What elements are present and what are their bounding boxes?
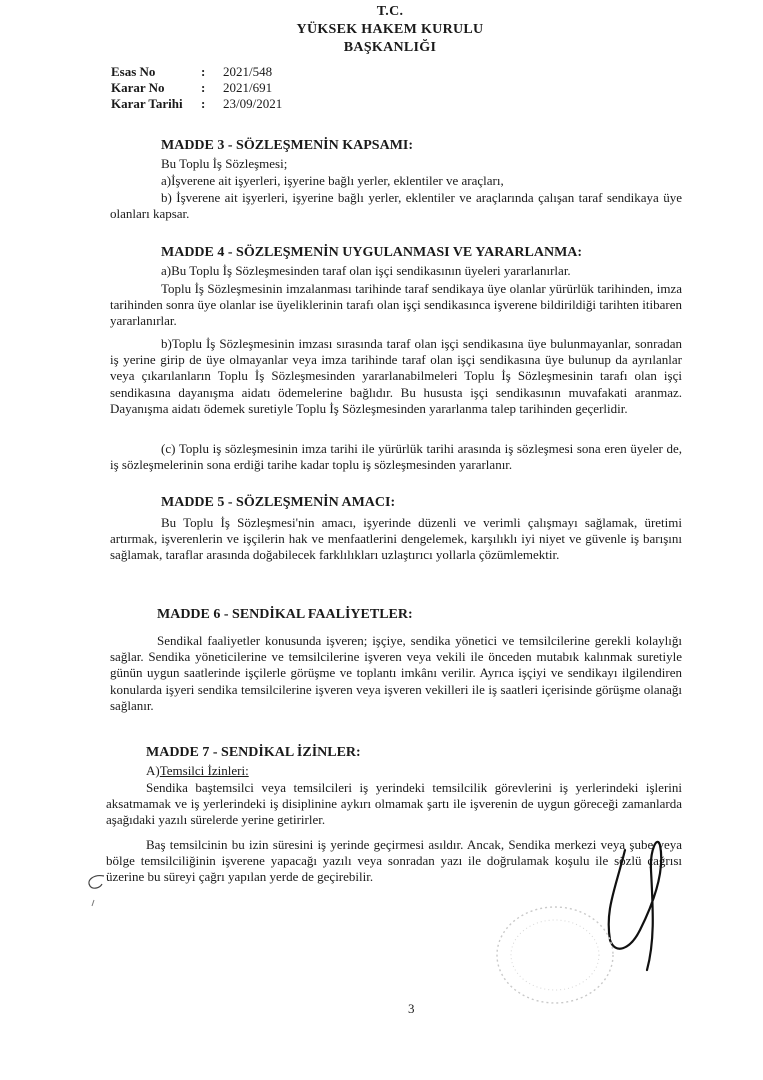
madde-6-p: Sendikal faaliyetler konusunda işveren; işçiye, sendika yönetici ve temsilcilerine gerekli kolaylığı sağlar. Sendika yöneticilerine ve temsilcilerine işveren veya vekili ile önceden mutabık kalınmak suretiyle günün uygun saatlerinde işçilerle görüşme ve toplantı imkânı verilir. Ayrıca işçiyi ve sendikayı ilgilendiren konularda işyeri sendika temsilcilerine işveren veya işveren vekilleri ile iş saatleri içerisinde görüşme olanağı sağlanır. (110, 633, 682, 713)
header-presidency: BAŞKANLIĞI (343, 40, 437, 55)
meta-value: 2021/548 (223, 64, 273, 79)
meta-label: Karar No (111, 80, 165, 95)
madde-5-p: Bu Toplu İş Sözleşmesi'nin amacı, işyerinde düzenli ve verimli çalışmayı sağlamak, üretimi artırmak, işverenlerin ve işçilerin hak ve menfaatlerini dengelemek, karşılıklı iyi niyet ve güvenle iş barışını sağlamak, taraflar arasında doğabilecek farklılıkları uzlaştırıcı yollarla çözümlemektir. (110, 515, 682, 563)
meta-label: Esas No (111, 64, 156, 79)
meta-row-tarih (111, 96, 282, 112)
madde-5-title: MADDE 5 - SÖZLEŞMENİN AMACI: (161, 495, 396, 510)
meta-sep: : (201, 64, 206, 79)
madde-7-p2: Baş temsilcinin bu izin süresini iş yerinde geçirmesi asıldır. Ancak, Sendika merkezi veya şube veya bölge temsilciliğinin işverene yapacağı yazılı veya sonradan yazı ile doğrulamak koşulu ile sözlü çağrısı üzerine bu süreyi çağrı yapılan yerde de geçirebilir. (106, 837, 682, 885)
madde-6-title: MADDE 6 - SENDİKAL FAALİYETLER: (157, 607, 413, 622)
madde-7-title: MADDE 7 - SENDİKAL İZİNLER: (146, 745, 361, 760)
subtitle-text: Temsilci İzinleri: (159, 763, 249, 778)
madde-7-subtitle (146, 763, 446, 779)
meta-row-karar (111, 80, 282, 96)
header-institution: YÜKSEK HAKEM KURULU (296, 22, 484, 37)
margin-scribble (80, 870, 110, 910)
madde-4-a: a)Bu Toplu İş Sözleşmesinden taraf olan işçi sendikasının üyeleri yararlanırlar. (161, 263, 571, 278)
madde-4-title: MADDE 4 - SÖZLEŞMENİN UYGULANMASI VE YARARLANMA: (161, 245, 583, 260)
meta-value: 23/09/2021 (223, 96, 283, 111)
madde-4-c: (c) Toplu iş sözleşmesinin imza tarihi ile yürürlük tarihi arasında iş sözleşmesi sona eren üyeler de, iş sözleşmelerinin sona erdiği tarihe kadar toplu iş sözleşmesinden yararlanır. (110, 441, 682, 473)
subtitle-prefix: A) (146, 763, 160, 778)
madde-7-p1: Sendika baştemsilci veya temsilcileri iş yerindeki temsilcilik görevlerini iş yerlerindeki işlerini aksatmamak ve iş yerlerindeki iş disiplinine aykırı olmamak şartı ile işverenin de uygun göreceği zamanlarda aşağıdaki yazılı sürelerde yerine getirirler. (106, 780, 682, 828)
meta-label: Karar Tarihi (111, 96, 183, 111)
meta-value: 2021/691 (223, 80, 273, 95)
madde-3-title: MADDE 3 - SÖZLEŞMENİN KAPSAMI: (161, 138, 414, 153)
header-tc: T.C. (376, 4, 404, 19)
meta-sep: : (201, 96, 206, 111)
case-meta (111, 64, 282, 112)
madde-4-b: b)Toplu İş Sözleşmesinin imzası sırasında taraf olan işçi sendikasına üye bulunmayanlar, sonradan iş yerine girip de üye olmayanlar veya imza tarihinde taraf olan işçi sendikasına üye bulunup da ayrılanlar veya çıkarılanların Toplu İş Sözleşmesinden yararlanabilmeleri Toplu İş Sözleşmesinin tarafı olan işçi sendikasına dayanışma aidatı ödemelerine bağlıdır. Bu hususta işçi sendikasının muvafakati aranmaz. Dayanışma aidatı ödemek suretiyle Toplu İş Sözleşmesinden yararlanma talep tarihinden geçerlidir. (110, 336, 682, 416)
madde-3-b: b) İşverene ait işyerleri, işyerine bağlı yerler, eklentiler ve araçlarında çalışan taraf sendikaya üye olanları kapsar. (110, 190, 682, 222)
madde-3-a: a)İşverene ait işyerleri, işyerine bağlı yerler, eklentiler ve araçları, (161, 173, 504, 188)
stamp-impression (490, 900, 620, 1010)
madde-4-p2: Toplu İş Sözleşmesinin imzalanması tarihinde taraf sendikaya üye olanlar yürürlük tarihinden, imza tarihinden sonra üye olanlar ise üyeliklerinin tarafı olan işçi sendikasınca işverene bildirildiği tarihten itibaren yararlanırlar. (110, 281, 682, 329)
meta-sep: : (201, 80, 206, 95)
madde-3-intro: Bu Toplu İş Sözleşmesi; (161, 156, 288, 171)
page-number: 3 (408, 1001, 415, 1016)
meta-row-esas (111, 64, 282, 80)
